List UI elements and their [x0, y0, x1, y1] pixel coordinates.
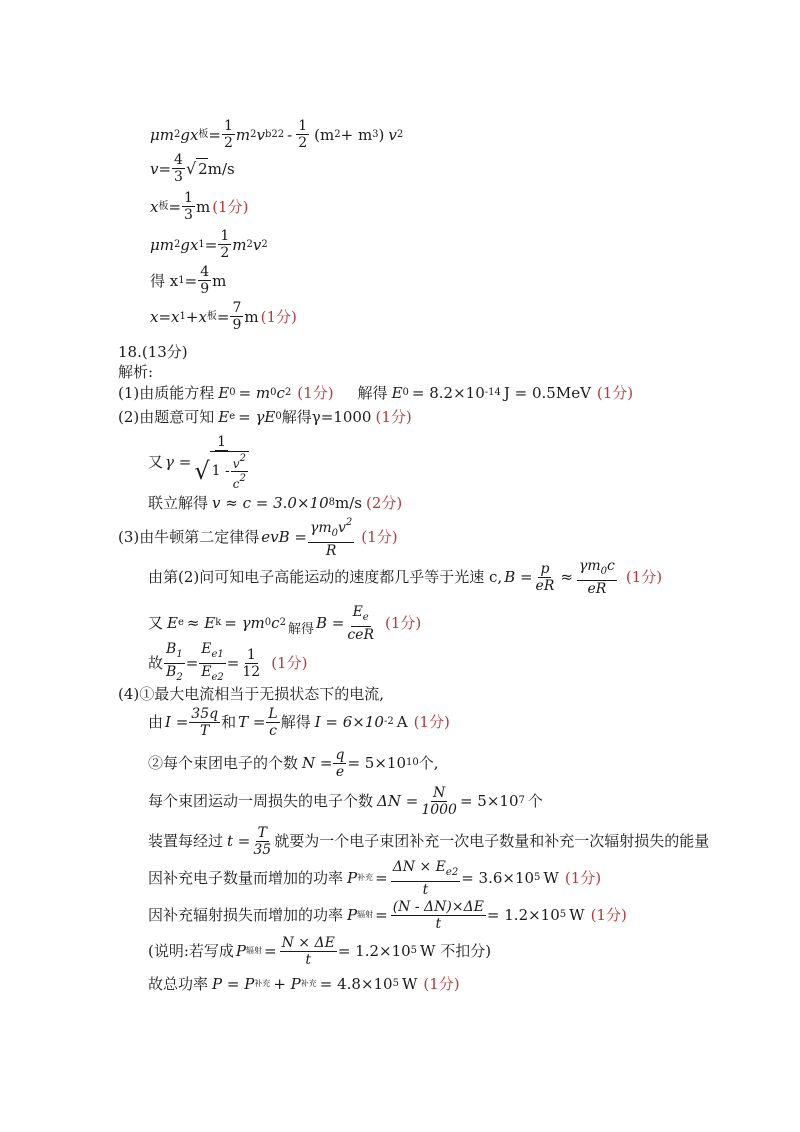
- score-mark: (1分): [361, 528, 398, 546]
- denominator: eR: [535, 577, 555, 594]
- text: μm: [150, 125, 174, 144]
- text: N =: [302, 754, 333, 772]
- text: + m: [340, 125, 373, 144]
- text: ≈: [560, 568, 573, 586]
- text: B =: [315, 614, 345, 632]
- numerator: 1: [224, 118, 233, 134]
- sub: 1: [179, 310, 186, 322]
- part1-line: [118, 383, 633, 403]
- numerator: [231, 452, 248, 472]
- text: evB =: [261, 528, 307, 546]
- sub: 板: [198, 128, 209, 140]
- text: 1 -: [211, 463, 230, 479]
- text: 联立解得: [148, 494, 209, 512]
- score-mark: (1分): [375, 408, 412, 426]
- speed-result-line: [148, 493, 402, 513]
- score-mark: (1分): [564, 869, 602, 887]
- sub: e: [177, 617, 184, 628]
- fraction: [391, 899, 486, 932]
- sup: 10: [406, 757, 419, 768]
- fraction: [182, 190, 195, 223]
- numerator: [391, 859, 461, 882]
- electron-loss-line: [148, 784, 543, 818]
- text: c: [606, 557, 615, 574]
- sub: 板: [206, 310, 217, 322]
- text: E: [201, 663, 212, 680]
- text: m: [235, 125, 251, 144]
- sub: 2: [334, 128, 341, 140]
- fraction: [296, 118, 309, 151]
- sup: 2: [239, 472, 246, 484]
- sup: 2: [279, 617, 286, 628]
- text: =: [226, 654, 240, 672]
- numerator: N: [433, 784, 446, 801]
- text: v: [338, 520, 346, 536]
- score-mark: (1分): [590, 906, 627, 924]
- text: ≈ E: [186, 614, 216, 632]
- numerator: 1: [184, 190, 193, 206]
- sub: b2: [265, 128, 278, 140]
- sub: 补充: [254, 979, 271, 988]
- text: =: [185, 654, 199, 672]
- score-mark: (1分): [413, 713, 450, 731]
- sub: 2: [176, 671, 183, 683]
- text: 又: [148, 453, 164, 471]
- text: E: [391, 384, 403, 402]
- sub: 板: [158, 200, 169, 212]
- sup: 5: [534, 872, 541, 883]
- text: m/s: [335, 494, 362, 512]
- denominator: [199, 664, 226, 686]
- text: W 不扣分): [420, 942, 492, 960]
- text: I = 6×10: [314, 713, 384, 731]
- numerator: 1: [298, 118, 308, 134]
- text: P = P: [212, 975, 255, 993]
- text: ΔN =: [377, 792, 419, 810]
- sub: 0: [264, 617, 272, 628]
- text: (4)①最大电流相当于无损状态下的电流,: [118, 685, 385, 703]
- eq-block-work: [150, 228, 268, 261]
- text: γm: [309, 520, 332, 536]
- sub: 辐射: [357, 910, 374, 919]
- text: = 8.2×10: [411, 384, 485, 402]
- part3-newton-line: [118, 517, 398, 559]
- fraction: [534, 561, 557, 594]
- text: -: [287, 125, 293, 144]
- text: = 1.2×10: [486, 906, 560, 924]
- text: 又: [148, 614, 164, 632]
- part2-line: [118, 407, 412, 427]
- text: v: [252, 235, 262, 254]
- sub: 3: [372, 128, 379, 140]
- radical-sign: √: [194, 456, 210, 485]
- text: 故总功率: [148, 975, 209, 993]
- text: E: [352, 603, 363, 620]
- fraction: [222, 118, 235, 151]
- score-mark: (1分): [625, 568, 663, 586]
- sub: 0: [270, 387, 277, 398]
- denominator: t: [435, 915, 442, 932]
- magnetic-field-line: [148, 557, 663, 597]
- text: 就要为一个电子束团补充一次电子数量和补充一次辐射损失的能量: [274, 832, 710, 850]
- text: B =: [504, 568, 533, 586]
- text: gx: [180, 125, 199, 144]
- sub: k: [215, 617, 222, 628]
- text: t =: [227, 832, 251, 850]
- denominator: 3: [184, 207, 193, 223]
- text: 解得γ=1000: [281, 408, 372, 426]
- score-mark: (1分): [596, 384, 634, 402]
- fraction: [199, 641, 226, 686]
- denominator: e: [335, 763, 345, 780]
- text: =: [375, 906, 388, 924]
- text: =: [184, 271, 198, 290]
- text: = γm: [224, 614, 265, 632]
- text: = m: [238, 384, 271, 402]
- sub: e2: [445, 866, 459, 878]
- text: = 1.2×10: [337, 942, 411, 960]
- text: = 5×10: [459, 792, 519, 810]
- denominator: t: [422, 881, 429, 898]
- text: B: [166, 640, 177, 657]
- heading-text: 18.(13分): [118, 343, 188, 361]
- sub: 2: [173, 128, 181, 140]
- denominator: 2: [220, 245, 230, 261]
- text: c: [232, 476, 240, 491]
- text: 和: [221, 713, 237, 731]
- text: x=x: [150, 307, 180, 326]
- sup: 8: [328, 497, 335, 508]
- sup: 5: [559, 909, 567, 920]
- sub: 0: [600, 565, 607, 577]
- current-line: [148, 705, 450, 739]
- sub: 辐射: [246, 946, 263, 955]
- numerator: 1: [220, 228, 230, 244]
- score-mark: (2分): [365, 494, 403, 512]
- text: (2)由题意可知: [118, 408, 215, 426]
- denominator: 9: [200, 281, 210, 297]
- text: m: [232, 235, 247, 254]
- denominator: T: [200, 722, 210, 739]
- numerator: [577, 558, 617, 581]
- numerator: T: [257, 824, 267, 841]
- sub: 2: [250, 128, 257, 140]
- score-mark: (1分): [384, 614, 422, 632]
- numerator: N × ΔE: [281, 934, 335, 951]
- text: 解得: [287, 622, 314, 637]
- denominator: t: [305, 951, 312, 968]
- fraction: [164, 641, 185, 686]
- analysis-label: [118, 362, 153, 382]
- text: =: [208, 125, 221, 144]
- denominator: 3: [174, 169, 183, 185]
- text: m: [244, 307, 259, 326]
- sup: -2: [383, 716, 394, 727]
- denominator: [231, 472, 248, 491]
- text: =: [204, 235, 218, 254]
- text: c: [276, 384, 285, 402]
- text: (3)由牛顿第二定律得: [118, 528, 260, 546]
- text: γ =: [165, 453, 192, 471]
- text: 因补充辐射损失而增加的功率: [148, 906, 344, 924]
- text: m/s: [207, 159, 235, 178]
- text: 个: [527, 792, 543, 810]
- sub: e: [229, 411, 236, 422]
- numerator: [308, 515, 354, 543]
- text: (1)由质能方程: [118, 384, 215, 402]
- denominator: ceR: [347, 626, 374, 643]
- score-mark: (1分): [297, 384, 334, 402]
- denominator: 35: [253, 841, 272, 858]
- text: = 4.8×10: [319, 975, 393, 993]
- eq-energy-friction: [150, 118, 403, 151]
- sub: e: [362, 611, 369, 623]
- sub: 2: [246, 238, 253, 250]
- power-radiation-line: [148, 898, 627, 932]
- text: γm: [578, 557, 601, 574]
- eq-x1: [150, 264, 226, 297]
- sup: 5: [392, 978, 399, 989]
- text: A: [396, 713, 408, 731]
- part4-intro: [118, 684, 384, 704]
- sub: 补充: [357, 873, 374, 882]
- text: E: [201, 640, 212, 657]
- text: = 3.6×10: [461, 869, 535, 887]
- fraction: [218, 228, 231, 261]
- fraction: [333, 747, 346, 780]
- text: W: [543, 869, 559, 887]
- score-mark: (1分): [212, 197, 249, 216]
- fraction: [308, 515, 354, 559]
- text: I =: [165, 713, 189, 731]
- denominator: 2: [298, 135, 308, 151]
- denominator: 9: [232, 317, 242, 333]
- text: (说明:若写成: [148, 942, 234, 960]
- text: 因补充电子数量而增加的功率: [148, 869, 344, 887]
- text: 个,: [418, 754, 439, 772]
- fraction: [172, 152, 185, 185]
- denominator: 2: [224, 135, 233, 151]
- text: (m: [314, 125, 335, 144]
- denominator: c: [269, 722, 277, 739]
- sup: 2: [396, 128, 404, 140]
- text: 装置每经过: [148, 832, 224, 850]
- numerator: p: [540, 560, 550, 577]
- text: μm: [150, 235, 174, 254]
- text: +x: [185, 307, 207, 326]
- text: m: [195, 197, 211, 216]
- fraction: [230, 300, 243, 333]
- fraction: [266, 706, 279, 739]
- text: m: [212, 271, 227, 290]
- text: v: [388, 125, 397, 144]
- eq-total-x: [150, 300, 297, 333]
- radicand: [210, 451, 249, 491]
- text: c: [271, 614, 280, 632]
- text: W: [569, 906, 585, 924]
- text: v: [232, 456, 240, 471]
- label-text: 解析:: [118, 363, 154, 381]
- sub: 2: [173, 238, 181, 250]
- text: J = 0.5MeV: [503, 384, 591, 402]
- fraction: [577, 558, 617, 597]
- sup: 5: [410, 945, 418, 956]
- sub: 0: [402, 387, 409, 398]
- fraction: [345, 604, 376, 643]
- sup: -14: [484, 387, 501, 398]
- radicand: 2: [198, 160, 208, 178]
- text: = 5×10: [347, 754, 406, 772]
- numerator: L: [268, 705, 278, 722]
- fraction: [192, 434, 251, 491]
- sub: 补充: [300, 979, 317, 988]
- text: + P: [273, 975, 301, 993]
- sub: e1: [211, 648, 224, 660]
- fraction: [280, 935, 337, 968]
- sub: 0: [331, 528, 338, 539]
- fraction: [391, 859, 461, 898]
- replenish-interval-line: [148, 824, 709, 858]
- numerator: 4: [174, 152, 183, 168]
- text: v=: [150, 159, 172, 178]
- text: v: [256, 125, 266, 144]
- electron-count-line: [148, 746, 439, 780]
- note-line: [148, 934, 491, 968]
- text: P: [235, 942, 247, 960]
- text: 解得: [357, 384, 388, 402]
- text: P: [347, 906, 358, 924]
- power-electrons-line: [148, 858, 602, 898]
- score-mark: (1分): [260, 307, 297, 326]
- denominator: [192, 451, 251, 491]
- text: E: [218, 408, 230, 426]
- numerator: 1: [246, 646, 256, 663]
- score-mark: (1分): [423, 975, 460, 993]
- text: W: [401, 975, 418, 993]
- fraction: [251, 825, 273, 858]
- text: ): [378, 125, 385, 144]
- question-heading: [118, 342, 188, 362]
- text: gx: [180, 235, 199, 254]
- sub: 0: [229, 387, 236, 398]
- text: B: [166, 663, 177, 680]
- numerator: [164, 641, 185, 664]
- sup: 2: [261, 238, 268, 250]
- numerator: 1: [217, 433, 227, 450]
- fraction: [231, 452, 248, 491]
- fraction: [189, 706, 220, 739]
- text: T =: [238, 713, 266, 731]
- text: =: [216, 307, 230, 326]
- lorentz-factor-eq: [148, 433, 252, 491]
- denominator: 12: [242, 663, 261, 680]
- denominator: 1000: [421, 801, 457, 818]
- text: =: [264, 942, 277, 960]
- text: = γE: [238, 408, 276, 426]
- sup: 7: [518, 795, 525, 806]
- sup: 2: [284, 387, 292, 398]
- text: ΔN × E: [392, 858, 446, 875]
- energy-field-line: [148, 603, 422, 643]
- text: P: [347, 869, 358, 887]
- total-power-line: [148, 974, 460, 994]
- sub: 1: [198, 238, 205, 250]
- text: x: [150, 197, 159, 216]
- sup: 2: [277, 128, 285, 140]
- text: E: [218, 384, 230, 402]
- eq-board-displacement: [150, 190, 248, 223]
- text: 解得: [280, 713, 311, 731]
- numerator: q: [335, 746, 345, 763]
- text: 得 x: [150, 271, 179, 290]
- text: E: [167, 614, 178, 632]
- sup: 2: [239, 452, 246, 464]
- denominator: eR: [587, 580, 607, 597]
- text: 由: [148, 713, 164, 731]
- fraction: [198, 264, 211, 297]
- numerator: 35q: [191, 705, 219, 722]
- text: ②每个束团电子的个数: [148, 754, 299, 772]
- sup: 2: [345, 517, 353, 528]
- numerator: [199, 641, 226, 664]
- denominator: R: [325, 543, 337, 559]
- score-mark: (1分): [271, 654, 308, 672]
- numerator: (N - ΔN)×ΔE: [392, 898, 484, 915]
- fraction: [240, 647, 262, 680]
- sub: e2: [211, 671, 224, 683]
- sub: 1: [176, 648, 183, 660]
- text: 每个束团运动一周损失的电子个数: [148, 792, 374, 810]
- numerator: [351, 604, 371, 627]
- sub: 1: [178, 274, 185, 286]
- text: 故: [148, 654, 164, 672]
- fraction: [419, 785, 459, 818]
- ratio-line: [148, 640, 308, 683]
- text: =: [168, 197, 182, 216]
- numerator: 4: [200, 264, 210, 280]
- eq-velocity: [150, 152, 235, 185]
- text: =: [375, 869, 388, 887]
- sub: 0: [275, 411, 282, 422]
- numerator: 7: [232, 300, 242, 316]
- text: v ≈ c = 3.0×10: [212, 494, 329, 512]
- text: 由第(2)问可知电子高能运动的速度都几乎等于光速 c,: [148, 568, 503, 586]
- denominator: [164, 664, 185, 686]
- radical-sign: √: [185, 158, 197, 178]
